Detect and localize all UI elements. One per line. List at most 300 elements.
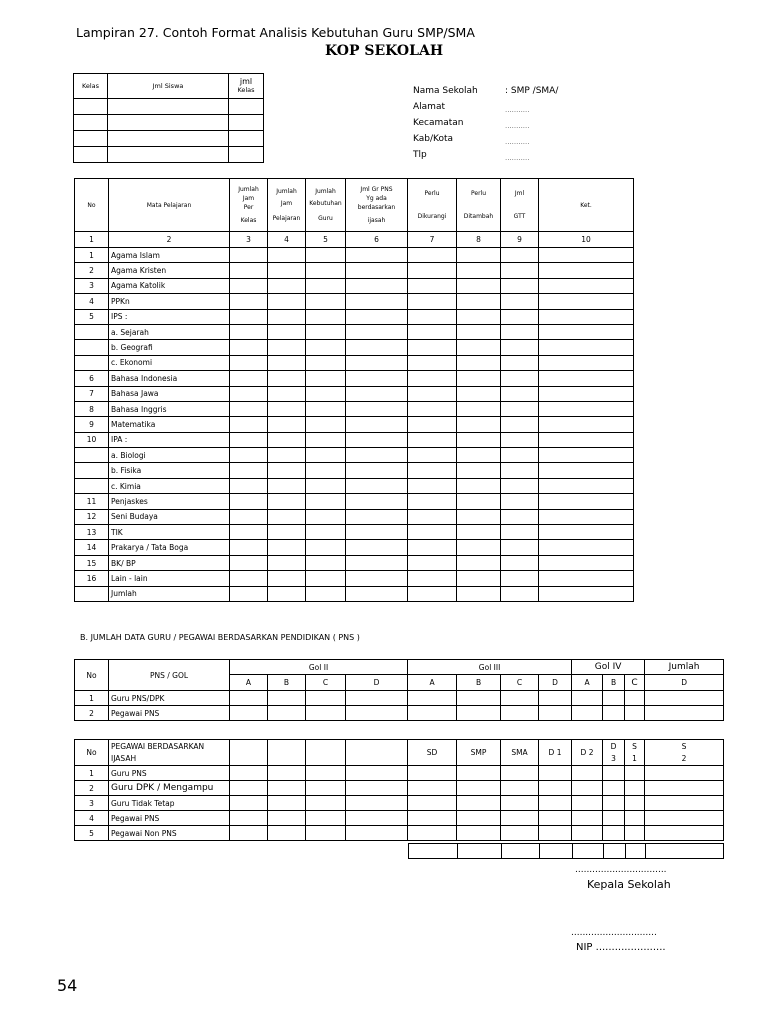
empty-cell[interactable]: [306, 309, 346, 324]
empty-cell[interactable]: [408, 571, 457, 586]
table-row: [75, 432, 634, 447]
gol-sub-header: C: [501, 675, 539, 691]
empty-cell[interactable]: [230, 371, 268, 386]
empty-cell[interactable]: [230, 355, 268, 370]
empty-cell[interactable]: [268, 294, 306, 309]
empty-cell[interactable]: [457, 463, 501, 478]
row-subject: Penjaskes: [109, 494, 230, 509]
gol-sub-header: D: [539, 675, 572, 691]
empty-cell[interactable]: [268, 263, 306, 278]
empty-cell[interactable]: [457, 478, 501, 493]
gol-jumlah-header: Jumlah: [645, 660, 724, 675]
empty-cell[interactable]: [539, 586, 634, 601]
gol-sub-header: B: [268, 675, 306, 691]
empty-cell[interactable]: [230, 494, 268, 509]
row-number: [75, 355, 109, 370]
empty-cell[interactable]: [408, 463, 457, 478]
empty-cell[interactable]: [539, 324, 634, 339]
empty-cell[interactable]: [408, 355, 457, 370]
empty-cell[interactable]: [306, 540, 346, 555]
empty-cell[interactable]: [268, 278, 306, 293]
sma-header: SMA: [501, 740, 539, 766]
empty-cell[interactable]: [457, 386, 501, 401]
empty-cell[interactable]: [539, 401, 634, 416]
empty-cell[interactable]: [539, 478, 634, 493]
row-number: 3: [75, 278, 109, 293]
empty-cell[interactable]: [457, 555, 501, 570]
empty-cell[interactable]: [346, 309, 408, 324]
empty-cell[interactable]: [501, 263, 539, 278]
empty-cell[interactable]: [230, 278, 268, 293]
guru-pns-ijasah-header: Jml Gr PNS Yg ada berdasarkan ijasah: [346, 179, 408, 232]
empty-cell[interactable]: [306, 386, 346, 401]
table-row: [75, 586, 634, 601]
empty-cell[interactable]: [457, 355, 501, 370]
empty-cell[interactable]: [346, 401, 408, 416]
empty-cell[interactable]: [501, 509, 539, 524]
empty-cell[interactable]: [457, 417, 501, 432]
tlp-label: Tlp: [413, 150, 427, 160]
empty-cell[interactable]: [501, 371, 539, 386]
empty-cell[interactable]: [268, 463, 306, 478]
empty-cell[interactable]: [306, 263, 346, 278]
table-row: [75, 766, 724, 781]
empty-cell[interactable]: [268, 525, 306, 540]
empty-cell[interactable]: [306, 448, 346, 463]
table-row: [75, 826, 724, 841]
empty-cell[interactable]: [408, 509, 457, 524]
empty-cell[interactable]: [346, 555, 408, 570]
empty-cell[interactable]: [346, 463, 408, 478]
empty-cell[interactable]: [346, 494, 408, 509]
row-number: 1: [75, 248, 109, 263]
empty-cell[interactable]: [501, 571, 539, 586]
row-subject: Agama Kristen: [109, 263, 230, 278]
empty-cell[interactable]: [230, 432, 268, 447]
smp-header: SMP: [457, 740, 501, 766]
empty-cell[interactable]: [268, 324, 306, 339]
row-subject: a. Sejarah: [109, 324, 230, 339]
empty-cell[interactable]: [346, 278, 408, 293]
table-row: [75, 811, 724, 826]
empty-cell[interactable]: [230, 386, 268, 401]
empty-cell[interactable]: [457, 309, 501, 324]
row-label: Guru Tidak Tetap: [109, 796, 230, 811]
row-subject: PPKn: [109, 294, 230, 309]
empty-cell[interactable]: [230, 448, 268, 463]
table-row: [75, 448, 634, 463]
row-number: 2: [75, 263, 109, 278]
empty-cell[interactable]: [268, 494, 306, 509]
row-subject: IPA :: [109, 432, 230, 447]
signature-name-dots: ..............................: [571, 928, 657, 938]
empty-cell[interactable]: [408, 340, 457, 355]
empty-cell[interactable]: [268, 386, 306, 401]
row-number: 5: [75, 826, 109, 841]
empty-cell[interactable]: [306, 509, 346, 524]
d2-header: D 2: [572, 740, 603, 766]
jam-per-kelas-header: Jumlah Jam Per Kelas: [230, 179, 268, 232]
row-number: 12: [75, 509, 109, 524]
empty-cell[interactable]: [457, 340, 501, 355]
empty-cell[interactable]: [539, 355, 634, 370]
nama-sekolah-value: : SMP /SMA/: [505, 86, 559, 96]
row-number: 10: [75, 432, 109, 447]
kabkota-value: ...........: [505, 138, 530, 146]
empty-cell[interactable]: [539, 309, 634, 324]
empty-cell[interactable]: [230, 525, 268, 540]
empty-cell[interactable]: [539, 448, 634, 463]
empty-cell[interactable]: [501, 463, 539, 478]
empty-cell[interactable]: [346, 448, 408, 463]
row-number: [75, 340, 109, 355]
row-subject: a. Biologi: [109, 448, 230, 463]
kabkota-label: Kab/Kota: [413, 134, 454, 144]
empty-cell[interactable]: [346, 340, 408, 355]
empty-cell[interactable]: [268, 478, 306, 493]
empty-cell[interactable]: [501, 478, 539, 493]
row-number: 4: [75, 811, 109, 826]
empty-cell[interactable]: [346, 371, 408, 386]
empty-cell[interactable]: [457, 432, 501, 447]
empty-cell[interactable]: [230, 586, 268, 601]
empty-cell[interactable]: [346, 478, 408, 493]
col-number: 9: [501, 232, 539, 248]
row-number: [75, 478, 109, 493]
empty-cell[interactable]: [501, 278, 539, 293]
empty-cell[interactable]: [306, 478, 346, 493]
empty-cell[interactable]: [230, 555, 268, 570]
empty-cell[interactable]: [408, 324, 457, 339]
empty-cell[interactable]: [268, 309, 306, 324]
empty-cell[interactable]: [457, 448, 501, 463]
empty-cell[interactable]: [346, 263, 408, 278]
empty-cell[interactable]: [539, 417, 634, 432]
empty-cell[interactable]: [230, 478, 268, 493]
empty-cell[interactable]: [306, 324, 346, 339]
empty-cell[interactable]: [408, 278, 457, 293]
empty-cell[interactable]: [408, 432, 457, 447]
empty-cell[interactable]: [306, 355, 346, 370]
s1-header: S 1: [625, 740, 645, 766]
row-label: Pegawai PNS: [109, 811, 230, 826]
empty-cell[interactable]: [306, 340, 346, 355]
empty-cell[interactable]: [539, 494, 634, 509]
empty-cell[interactable]: [346, 432, 408, 447]
empty-cell[interactable]: [501, 555, 539, 570]
row-label: Guru PNS: [109, 766, 230, 781]
empty-cell[interactable]: [408, 309, 457, 324]
alamat-label: Alamat: [413, 102, 445, 112]
row-subject: Bahasa Inggris: [109, 401, 230, 416]
empty-cell[interactable]: [346, 417, 408, 432]
empty-cell[interactable]: [306, 371, 346, 386]
row-number: 1: [75, 766, 109, 781]
empty-cell[interactable]: [230, 294, 268, 309]
empty-cell[interactable]: [408, 371, 457, 386]
empty-cell[interactable]: [539, 386, 634, 401]
empty-cell[interactable]: [457, 509, 501, 524]
empty-cell[interactable]: [457, 263, 501, 278]
empty-cell[interactable]: [268, 432, 306, 447]
empty-cell[interactable]: [306, 278, 346, 293]
row-subject: IPS :: [109, 309, 230, 324]
empty-cell[interactable]: [408, 294, 457, 309]
d3-header: D 3: [603, 740, 625, 766]
row-subject: c. Kimia: [109, 478, 230, 493]
empty-cell[interactable]: [230, 248, 268, 263]
empty-cell[interactable]: [268, 371, 306, 386]
table-row: [75, 386, 634, 401]
empty-cell[interactable]: [230, 324, 268, 339]
kop-sekolah-heading: KOP SEKOLAH: [324, 43, 444, 59]
col-number: 8: [457, 232, 501, 248]
empty-cell[interactable]: [457, 540, 501, 555]
empty-cell[interactable]: [457, 571, 501, 586]
empty-cell[interactable]: [306, 586, 346, 601]
empty-cell[interactable]: [539, 571, 634, 586]
empty-cell[interactable]: [539, 371, 634, 386]
empty-cell[interactable]: [306, 555, 346, 570]
golongan-table: [74, 659, 724, 721]
empty-cell[interactable]: [230, 509, 268, 524]
empty-cell[interactable]: [539, 540, 634, 555]
empty-cell[interactable]: [539, 340, 634, 355]
kecamatan-label: Kecamatan: [413, 118, 464, 128]
empty-cell[interactable]: [306, 294, 346, 309]
empty-cell[interactable]: [408, 555, 457, 570]
kebutuhan-guru-table: [74, 178, 634, 602]
row-subject: Prakarya / Tata Boga: [109, 540, 230, 555]
table-row: [75, 417, 634, 432]
empty-cell[interactable]: [539, 432, 634, 447]
empty-cell[interactable]: [346, 355, 408, 370]
table-row: [75, 355, 634, 370]
empty-cell[interactable]: [539, 294, 634, 309]
empty-cell[interactable]: [501, 294, 539, 309]
empty-cell[interactable]: [408, 525, 457, 540]
empty-cell[interactable]: [346, 586, 408, 601]
empty-cell[interactable]: [268, 248, 306, 263]
table-row: [75, 248, 634, 263]
table-row: [75, 294, 634, 309]
empty-cell[interactable]: [346, 386, 408, 401]
empty-cell[interactable]: [230, 309, 268, 324]
empty-cell[interactable]: [501, 248, 539, 263]
table-row: [75, 371, 634, 386]
empty-cell[interactable]: [346, 294, 408, 309]
empty-cell[interactable]: [457, 248, 501, 263]
empty-cell[interactable]: [501, 401, 539, 416]
empty-cell[interactable]: [306, 401, 346, 416]
empty-cell[interactable]: [230, 401, 268, 416]
empty-cell[interactable]: [230, 417, 268, 432]
gol-sub-header: D: [346, 675, 408, 691]
empty-cell[interactable]: [457, 324, 501, 339]
table-row: [75, 525, 634, 540]
row-label: Pegawai Non PNS: [109, 826, 230, 841]
gol-ii-header: Gol II: [230, 660, 408, 675]
row-number: [75, 463, 109, 478]
s2-header: S 2: [645, 740, 724, 766]
empty-cell[interactable]: [539, 278, 634, 293]
row-number: 16: [75, 571, 109, 586]
row-number: [75, 586, 109, 601]
row-subject: BK/ BP: [109, 555, 230, 570]
row-number: 2: [75, 781, 109, 796]
empty-cell[interactable]: [457, 586, 501, 601]
empty-cell[interactable]: [346, 248, 408, 263]
alamat-value: ...........: [505, 106, 530, 114]
empty-cell[interactable]: [268, 401, 306, 416]
column-number-row: [75, 232, 634, 248]
empty-cell[interactable]: [501, 448, 539, 463]
empty-cell[interactable]: [408, 540, 457, 555]
row-number: 8: [75, 401, 109, 416]
empty-cell[interactable]: [268, 540, 306, 555]
empty-cell[interactable]: [457, 525, 501, 540]
table-row: [75, 796, 724, 811]
empty-cell[interactable]: [268, 555, 306, 570]
empty-cell[interactable]: [408, 478, 457, 493]
empty-cell[interactable]: [268, 417, 306, 432]
empty-cell[interactable]: [306, 417, 346, 432]
sd-header: SD: [408, 740, 457, 766]
empty-cell[interactable]: [457, 278, 501, 293]
page-number: 54: [57, 976, 78, 995]
gol-sub-header: C: [625, 675, 645, 691]
row-number: 15: [75, 555, 109, 570]
empty-cell[interactable]: [501, 386, 539, 401]
gol-sub-header: B: [603, 675, 625, 691]
col-number: 7: [408, 232, 457, 248]
no-header: No: [75, 179, 109, 232]
empty-cell[interactable]: [230, 340, 268, 355]
empty-cell[interactable]: [539, 463, 634, 478]
row-subject: Lain - lain: [109, 571, 230, 586]
table-row: [75, 278, 634, 293]
empty-cell[interactable]: [539, 248, 634, 263]
table-row: [75, 494, 634, 509]
empty-cell[interactable]: [457, 294, 501, 309]
gol-sub-header: A: [572, 675, 603, 691]
col-number: 5: [306, 232, 346, 248]
empty-cell[interactable]: [408, 386, 457, 401]
empty-cell[interactable]: [457, 371, 501, 386]
empty-cell[interactable]: [408, 263, 457, 278]
empty-cell[interactable]: [306, 432, 346, 447]
empty-cell[interactable]: [230, 463, 268, 478]
table-row: [75, 540, 634, 555]
empty-cell[interactable]: [501, 340, 539, 355]
empty-cell[interactable]: [306, 525, 346, 540]
empty-cell[interactable]: [268, 355, 306, 370]
ijasah-total-row: [408, 843, 724, 859]
table-row: [75, 309, 634, 324]
empty-cell[interactable]: [501, 309, 539, 324]
empty-cell[interactable]: [230, 540, 268, 555]
empty-cell[interactable]: [457, 494, 501, 509]
empty-cell[interactable]: [501, 525, 539, 540]
empty-cell[interactable]: [408, 586, 457, 601]
empty-cell[interactable]: [539, 555, 634, 570]
empty-cell[interactable]: [539, 509, 634, 524]
gol-sub-header: C: [306, 675, 346, 691]
empty-cell[interactable]: [230, 571, 268, 586]
table-row: [75, 691, 724, 706]
tlp-value: ...........: [505, 154, 530, 162]
empty-cell[interactable]: [408, 417, 457, 432]
gol-sub-header: B: [457, 675, 501, 691]
empty-cell[interactable]: [346, 571, 408, 586]
empty-cell[interactable]: [268, 571, 306, 586]
empty-cell[interactable]: [306, 463, 346, 478]
empty-cell[interactable]: [306, 571, 346, 586]
table-row: [75, 340, 634, 355]
school-info: [413, 86, 559, 166]
table-row: [75, 324, 634, 339]
mapel-header: Mata Pelajaran: [109, 179, 230, 232]
empty-cell[interactable]: [408, 448, 457, 463]
jml-kelas-header: jml Kelas: [229, 74, 264, 99]
empty-cell[interactable]: [306, 494, 346, 509]
table-row: [75, 463, 634, 478]
empty-cell[interactable]: [539, 525, 634, 540]
perlu-ditambah-header: Perlu Ditambah: [457, 179, 501, 232]
d1-header: D 1: [539, 740, 572, 766]
nama-sekolah-label: Nama Sekolah: [413, 86, 478, 96]
row-subject: Matematika: [109, 417, 230, 432]
row-subject: b. Geografi: [109, 340, 230, 355]
empty-cell[interactable]: [501, 540, 539, 555]
kepala-sekolah-label: Kepala Sekolah: [587, 878, 671, 891]
empty-cell[interactable]: [268, 509, 306, 524]
empty-cell[interactable]: [306, 248, 346, 263]
empty-cell[interactable]: [346, 324, 408, 339]
empty-cell[interactable]: [346, 540, 408, 555]
empty-cell[interactable]: [501, 417, 539, 432]
empty-cell[interactable]: [501, 432, 539, 447]
empty-cell[interactable]: [230, 263, 268, 278]
row-subject: Agama Islam: [109, 248, 230, 263]
empty-cell[interactable]: [457, 401, 501, 416]
empty-cell[interactable]: [346, 525, 408, 540]
table-row: [75, 478, 634, 493]
row-label: Guru PNS/DPK: [109, 691, 230, 706]
table-row: [75, 571, 634, 586]
empty-cell[interactable]: [268, 586, 306, 601]
empty-cell[interactable]: [539, 263, 634, 278]
empty-cell[interactable]: [268, 448, 306, 463]
row-subject: TIK: [109, 525, 230, 540]
empty-cell[interactable]: [268, 340, 306, 355]
empty-cell[interactable]: [408, 494, 457, 509]
jml-gtt-header: Jml GTT: [501, 179, 539, 232]
empty-cell[interactable]: [346, 509, 408, 524]
col-number: 4: [268, 232, 306, 248]
empty-cell[interactable]: [501, 494, 539, 509]
empty-cell[interactable]: [408, 401, 457, 416]
empty-cell[interactable]: [501, 324, 539, 339]
empty-cell[interactable]: [501, 586, 539, 601]
row-subject: c. Ekonomi: [109, 355, 230, 370]
row-number: 11: [75, 494, 109, 509]
empty-cell[interactable]: [501, 355, 539, 370]
ijasah-table: [74, 739, 724, 841]
kecamatan-value: ...........: [505, 122, 530, 130]
ket-header: Ket.: [539, 179, 634, 232]
empty-cell[interactable]: [408, 248, 457, 263]
